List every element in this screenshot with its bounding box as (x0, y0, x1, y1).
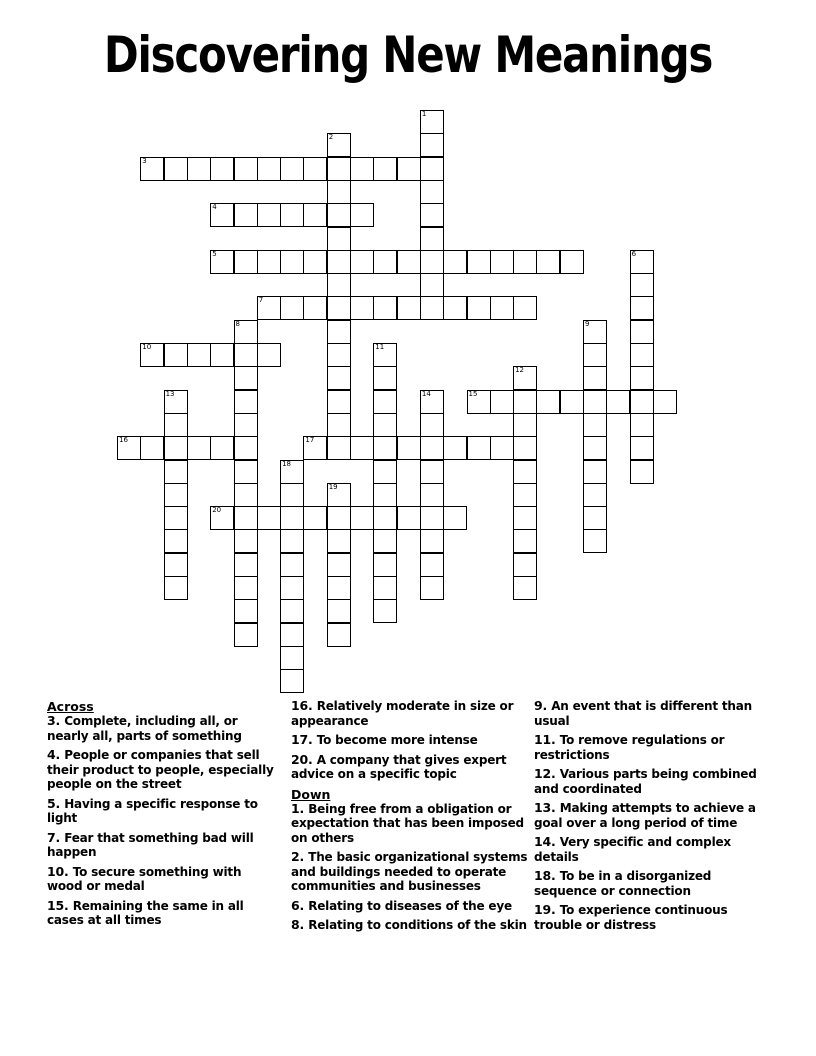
grid-cell[interactable] (397, 296, 421, 320)
grid-cell[interactable] (630, 320, 654, 344)
grid-cell[interactable] (513, 390, 537, 414)
grid-cell[interactable] (327, 250, 351, 274)
clue-number: 13 (165, 389, 175, 398)
clue-number: 7 (258, 296, 264, 305)
grid-cell[interactable] (257, 157, 281, 181)
grid-cell[interactable] (420, 553, 444, 577)
clue-text: Remaining the same in all cases at all times (47, 898, 244, 927)
clue-number: 20 (212, 506, 222, 515)
grid-cell[interactable] (257, 203, 281, 227)
clue-number: 14 (421, 389, 431, 398)
grid-cell[interactable] (257, 506, 281, 530)
clue-text: An event that is different than usual (534, 699, 753, 728)
grid-cell[interactable] (583, 483, 607, 507)
clue-column-2 (291, 699, 531, 938)
grid-cell[interactable] (583, 320, 607, 344)
grid-cell[interactable] (373, 460, 397, 484)
grid-cell[interactable] (303, 203, 327, 227)
grid-cell[interactable] (257, 296, 281, 320)
clue-num: 12. (534, 766, 560, 781)
clue (47, 748, 275, 792)
grid-cell[interactable] (164, 483, 188, 507)
grid-cell[interactable] (513, 553, 537, 577)
grid-cell[interactable] (583, 343, 607, 367)
grid-cell[interactable] (280, 553, 304, 577)
grid-cell[interactable] (420, 203, 444, 227)
grid-cell[interactable] (630, 436, 654, 460)
down-clues-continued (534, 699, 774, 932)
grid-cell[interactable] (583, 413, 607, 437)
clue (291, 733, 531, 748)
grid-cell[interactable] (397, 250, 421, 274)
grid-cell[interactable] (373, 296, 397, 320)
clue (47, 714, 275, 743)
grid-cell[interactable] (467, 250, 491, 274)
clue-number: 18 (282, 459, 292, 468)
grid-cell[interactable] (234, 576, 258, 600)
grid-cell[interactable] (513, 506, 537, 530)
grid-cell[interactable] (490, 390, 514, 414)
grid-cell[interactable] (513, 250, 537, 274)
clue-text: People or companies that sell their product to people, especially people on the street (47, 748, 274, 791)
grid-cell[interactable] (303, 436, 327, 460)
grid-cell[interactable] (420, 413, 444, 437)
clue (534, 903, 774, 932)
grid-cell[interactable] (280, 646, 304, 670)
clue-number: 1 (421, 110, 427, 118)
across-clues-continued (291, 699, 531, 782)
clue-number: 9 (585, 319, 590, 328)
grid-cell[interactable] (210, 343, 234, 367)
grid-cell[interactable] (280, 576, 304, 600)
clue-text: Relatively moderate in size or appearance (291, 699, 514, 728)
grid-cell[interactable] (327, 366, 351, 390)
grid-cell[interactable] (490, 436, 514, 460)
grid-cell[interactable] (420, 296, 444, 320)
grid-cell[interactable] (443, 436, 467, 460)
grid-cell[interactable] (280, 529, 304, 553)
grid-cell[interactable] (420, 436, 444, 460)
grid-cell[interactable] (420, 157, 444, 181)
grid-cell[interactable] (327, 180, 351, 204)
clue-num: 17. (291, 732, 317, 747)
grid-cell[interactable] (350, 250, 374, 274)
across-heading: Across (47, 699, 94, 714)
grid-cell[interactable] (513, 413, 537, 437)
grid-cell[interactable] (164, 553, 188, 577)
grid-cell[interactable] (234, 390, 258, 414)
clue-num: 19. (534, 902, 560, 917)
grid-cell[interactable] (467, 390, 491, 414)
grid-cell[interactable] (467, 296, 491, 320)
clue-number: 10 (142, 343, 152, 351)
clue-column-1 (47, 699, 275, 933)
grid-cell[interactable] (303, 296, 327, 320)
grid-cell[interactable] (280, 460, 304, 484)
clue (534, 835, 774, 864)
grid-cell[interactable] (327, 553, 351, 577)
grid-cell[interactable] (303, 157, 327, 181)
clue (47, 797, 275, 826)
grid-cell[interactable] (630, 343, 654, 367)
grid-cell[interactable] (280, 623, 304, 647)
grid-cell[interactable] (513, 483, 537, 507)
clue-number: 2 (328, 133, 334, 142)
grid-cell[interactable] (327, 483, 351, 507)
clue-num: 2. (291, 849, 309, 864)
grid-cell[interactable] (373, 343, 397, 367)
grid-cell[interactable] (397, 436, 421, 460)
grid-cell[interactable] (536, 250, 560, 274)
grid-cell[interactable] (164, 529, 188, 553)
grid-cell[interactable] (373, 366, 397, 390)
grid-cell[interactable] (327, 203, 351, 227)
grid-cell[interactable] (164, 390, 188, 414)
puzzle-title: Discovering New Meanings (103, 26, 713, 84)
clue-num: 3. (47, 713, 65, 728)
grid-cell[interactable] (513, 296, 537, 320)
grid-cell[interactable] (234, 436, 258, 460)
grid-cell[interactable] (420, 250, 444, 274)
grid-cell[interactable] (420, 529, 444, 553)
grid-cell[interactable] (606, 390, 630, 414)
grid-cell[interactable] (164, 576, 188, 600)
clue-number: 5 (212, 249, 217, 258)
clue (534, 801, 774, 830)
clue-text: Making attempts to achieve a goal over a long period of time (534, 801, 756, 830)
grid-cell[interactable] (420, 133, 444, 157)
grid-cell[interactable] (280, 157, 304, 181)
grid-cell[interactable] (443, 506, 467, 530)
clue-text: Having a specific response to light (47, 796, 258, 825)
grid-cell[interactable] (164, 157, 188, 181)
grid-cell[interactable] (560, 250, 584, 274)
grid-cell[interactable] (234, 157, 258, 181)
grid-cell[interactable] (583, 460, 607, 484)
grid-cell[interactable] (490, 296, 514, 320)
clue-number: 19 (328, 482, 338, 491)
clue-num: 16. (291, 698, 317, 713)
grid-cell[interactable] (280, 506, 304, 530)
clue-num: 9. (534, 698, 552, 713)
grid-cell[interactable] (140, 436, 164, 460)
clue-num: 11. (534, 732, 560, 747)
grid-cell[interactable] (513, 529, 537, 553)
grid-cell[interactable] (420, 180, 444, 204)
clue (291, 802, 531, 846)
clue (534, 699, 774, 728)
grid-cell[interactable] (536, 390, 560, 414)
grid-cell[interactable] (513, 436, 537, 460)
grid-cell[interactable] (234, 203, 258, 227)
grid-cell[interactable] (234, 250, 258, 274)
grid-cell[interactable] (234, 506, 258, 530)
grid-cell[interactable] (350, 203, 374, 227)
clue-column-3 (534, 699, 774, 937)
grid-cell[interactable] (327, 343, 351, 367)
grid-cell[interactable] (373, 599, 397, 623)
grid-cell[interactable] (583, 529, 607, 553)
clue-num: 6. (291, 897, 309, 913)
clue-number: 11 (375, 343, 385, 351)
grid-cell[interactable] (327, 576, 351, 600)
clue-text: The basic organizational systems and buildings needed to operate communities and businesses (291, 850, 528, 893)
grid-cell[interactable] (420, 110, 444, 134)
grid-cell[interactable] (327, 320, 351, 344)
grid-cell[interactable] (164, 436, 188, 460)
grid-cell[interactable] (140, 343, 164, 367)
grid-cell[interactable] (234, 553, 258, 577)
grid-cell[interactable] (280, 669, 304, 693)
grid-cell[interactable] (373, 553, 397, 577)
grid-cell[interactable] (327, 413, 351, 437)
grid-cell[interactable] (280, 250, 304, 274)
across-clues (47, 714, 275, 928)
grid-cell[interactable] (164, 413, 188, 437)
clue (291, 699, 531, 728)
grid-cell[interactable] (373, 390, 397, 414)
clue-text: Complete, including all, or nearly all, parts of something (47, 714, 242, 743)
grid-cell[interactable] (397, 506, 421, 530)
clue-text: To be in a disorganized sequence or connection (534, 869, 712, 898)
clue (534, 869, 774, 898)
grid-cell[interactable] (420, 227, 444, 251)
grid-cell[interactable] (327, 273, 351, 297)
grid-cell[interactable] (630, 413, 654, 437)
clue-text: Fear that something bad will happen (47, 830, 254, 859)
clue-num: 5. (47, 795, 65, 811)
grid-cell[interactable] (187, 157, 211, 181)
clue-text: Various parts being combined and coordinated (534, 767, 757, 796)
grid-cell[interactable] (187, 343, 211, 367)
grid-cell[interactable] (327, 436, 351, 460)
clue (534, 733, 774, 762)
grid-cell[interactable] (327, 599, 351, 623)
grid-cell[interactable] (373, 436, 397, 460)
grid-cell[interactable] (234, 366, 258, 390)
grid-cell[interactable] (490, 250, 514, 274)
grid-cell[interactable] (583, 390, 607, 414)
grid-cell[interactable] (210, 203, 234, 227)
grid-cell[interactable] (467, 436, 491, 460)
grid-cell[interactable] (234, 529, 258, 553)
grid-cell[interactable] (583, 366, 607, 390)
clue-number: 6 (631, 249, 637, 258)
clue-num: 7. (47, 829, 65, 845)
grid-cell[interactable] (303, 250, 327, 274)
clue (291, 753, 531, 782)
grid-cell[interactable] (327, 623, 351, 647)
grid-cell[interactable] (257, 343, 281, 367)
clue-num: 1. (291, 800, 309, 816)
clue-text: Being free from a obligation or expectation that has been imposed on others (291, 801, 524, 845)
clue-text: To secure something with wood or medal (47, 864, 242, 893)
grid-cell[interactable] (327, 529, 351, 553)
grid-cell[interactable] (583, 436, 607, 460)
grid-cell[interactable] (513, 576, 537, 600)
grid-cell[interactable] (420, 506, 444, 530)
clue-num: 18. (534, 868, 560, 883)
clue-number: 8 (235, 319, 240, 328)
clue (47, 831, 275, 860)
grid-cell[interactable] (653, 390, 677, 414)
grid-cell[interactable] (630, 366, 654, 390)
grid-cell[interactable] (583, 506, 607, 530)
clue-num: 10. (47, 863, 73, 879)
clue-number: 4 (212, 203, 217, 212)
clue-number: 16 (119, 436, 128, 445)
grid-cell[interactable] (327, 133, 351, 157)
grid-cell[interactable] (234, 599, 258, 623)
grid-cell[interactable] (257, 250, 281, 274)
grid-cell[interactable] (327, 157, 351, 181)
grid-cell[interactable] (420, 576, 444, 600)
grid-cell[interactable] (280, 599, 304, 623)
grid-cell[interactable] (327, 390, 351, 414)
clue-text: To remove regulations or restrictions (534, 733, 725, 762)
grid-cell[interactable] (420, 390, 444, 414)
grid-cell[interactable] (420, 273, 444, 297)
grid-cell[interactable] (373, 157, 397, 181)
clue-text: A company that gives expert advice on a specific topic (291, 752, 507, 781)
grid-cell[interactable] (513, 460, 537, 484)
grid-cell[interactable] (350, 436, 374, 460)
grid-cell[interactable] (373, 506, 397, 530)
grid-cell[interactable] (164, 460, 188, 484)
grid-cell[interactable] (280, 296, 304, 320)
clue-num: 14. (534, 834, 560, 849)
clue-number: 17 (305, 436, 315, 445)
grid-cell[interactable] (630, 273, 654, 297)
clue-text: Relating to diseases of the eye (308, 898, 512, 913)
clue (47, 899, 275, 928)
grid-cell[interactable] (140, 157, 164, 181)
clue-number: 12 (515, 366, 525, 375)
grid-cell[interactable] (630, 250, 654, 274)
grid-cell[interactable] (630, 296, 654, 320)
grid-cell[interactable] (117, 436, 141, 460)
grid-cell[interactable] (187, 436, 211, 460)
grid-cell[interactable] (234, 413, 258, 437)
grid-cell[interactable] (443, 250, 467, 274)
clue-number: 3 (142, 156, 147, 165)
grid-cell[interactable] (373, 413, 397, 437)
grid-cell[interactable] (234, 623, 258, 647)
clue (291, 918, 531, 933)
grid-cell[interactable] (234, 460, 258, 484)
grid-cell[interactable] (210, 436, 234, 460)
grid-cell[interactable] (443, 296, 467, 320)
grid-cell[interactable] (373, 483, 397, 507)
grid-cell[interactable] (420, 460, 444, 484)
grid-cell[interactable] (234, 343, 258, 367)
grid-cell[interactable] (164, 343, 188, 367)
grid-cell[interactable] (397, 157, 421, 181)
clue-num: 15. (47, 897, 73, 913)
grid-cell[interactable] (327, 506, 351, 530)
grid-cell[interactable] (513, 366, 537, 390)
grid-cell[interactable] (420, 483, 444, 507)
clue-text: Relating to conditions of the skin (308, 918, 527, 932)
grid-cell[interactable] (280, 203, 304, 227)
grid-cell[interactable] (164, 506, 188, 530)
grid-cell[interactable] (373, 529, 397, 553)
clue (291, 899, 531, 914)
clue-number: 15 (468, 389, 478, 398)
clue (291, 850, 531, 894)
clue (534, 767, 774, 796)
clue (47, 865, 275, 894)
down-clues (291, 802, 531, 933)
down-heading: Down (291, 786, 331, 802)
grid-cell[interactable] (350, 506, 374, 530)
grid-cell[interactable] (630, 390, 654, 414)
clue-num: 20. (291, 751, 317, 767)
clue-num: 8. (291, 917, 309, 932)
grid-cell[interactable] (327, 227, 351, 251)
grid-cell[interactable] (303, 506, 327, 530)
clue-text: Very specific and complex details (534, 835, 731, 864)
grid-cell[interactable] (210, 506, 234, 530)
grid-cell[interactable] (350, 296, 374, 320)
grid-cell[interactable] (210, 250, 234, 274)
grid-cell[interactable] (373, 250, 397, 274)
grid-cell[interactable] (234, 320, 258, 344)
clue-num: 13. (534, 800, 560, 815)
grid-cell[interactable] (560, 390, 584, 414)
grid-cell[interactable] (373, 576, 397, 600)
clue-num: 4. (47, 747, 65, 762)
grid-cell[interactable] (280, 483, 304, 507)
clue-text: To experience continuous trouble or distress (534, 903, 728, 932)
grid-cell[interactable] (350, 157, 374, 181)
clue-text: To become more intense (316, 733, 478, 747)
grid-cell[interactable] (630, 460, 654, 484)
grid-cell[interactable] (234, 483, 258, 507)
grid-cell[interactable] (210, 157, 234, 181)
grid-cell[interactable] (327, 296, 351, 320)
